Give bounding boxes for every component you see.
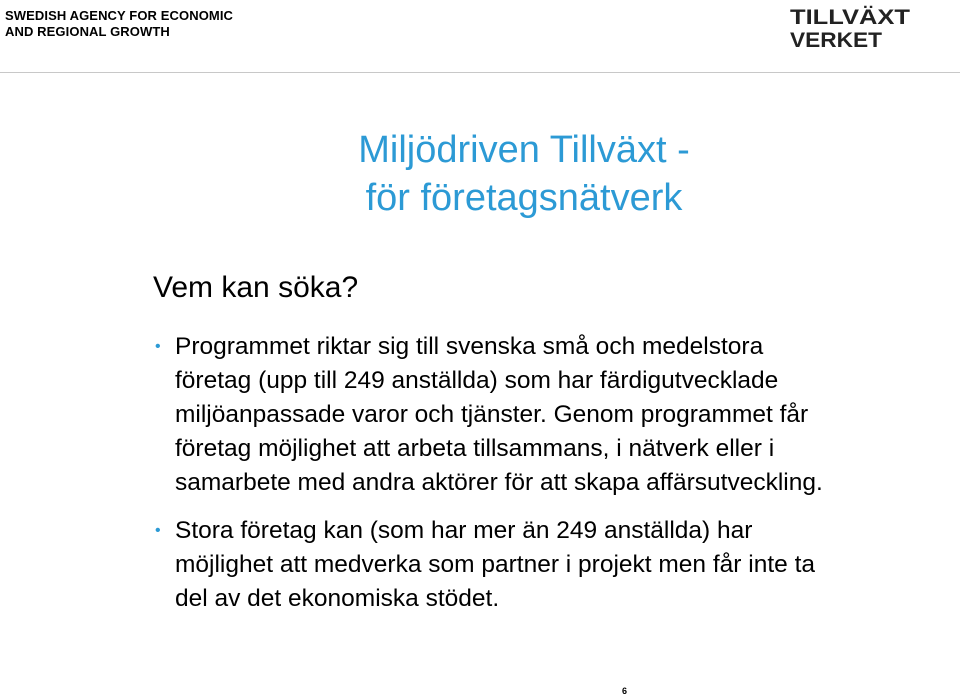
bullet-list [155,330,915,630]
bullet-2-line-1: Stora företag kan (som har mer än 249 anställda) har [175,517,753,544]
tillvaxtverket-logo [790,2,916,50]
header-divider [0,72,960,73]
bullet-item [155,330,915,500]
bullet-1-line-3: miljöanpassade varor och tjänster. Genom programmet får [175,401,809,428]
logo-line-2: VERKET [790,29,883,50]
title-line-2: för företagsnätverk [365,177,683,219]
title-line-1: Miljödriven Tillväxt - [358,129,690,171]
page-title [300,126,748,222]
agency-name [5,8,233,40]
bullet-icon: • [155,338,161,355]
page-number: 6 [622,686,628,696]
bullet-icon: • [155,522,161,539]
logo-line-1: TILLVÄXT [790,6,911,29]
section-heading: Vem kan söka? [153,271,359,304]
bullet-1-line-5: samarbete med andra aktörer för att skapa affärsutveckling. [175,469,823,496]
bullet-1-line-2: företag (upp till 249 anställda) som har färdigutvecklade [175,367,779,394]
bullet-1-line-1: Programmet riktar sig till svenska små och medelstora [175,333,764,360]
bullet-2-line-3: del av det ekonomiska stödet. [175,585,500,612]
bullet-item [155,514,915,616]
agency-name-line-1: SWEDISH AGENCY FOR ECONOMIC [5,8,234,23]
agency-name-line-2: AND REGIONAL GROWTH [5,24,170,39]
bullet-2-line-2: möjlighet att medverka som partner i projekt men får inte ta [175,551,816,578]
bullet-1-line-4: företag möjlighet att arbeta tillsammans, i nätverk eller i [175,435,775,462]
logo-wordmark [790,2,916,50]
